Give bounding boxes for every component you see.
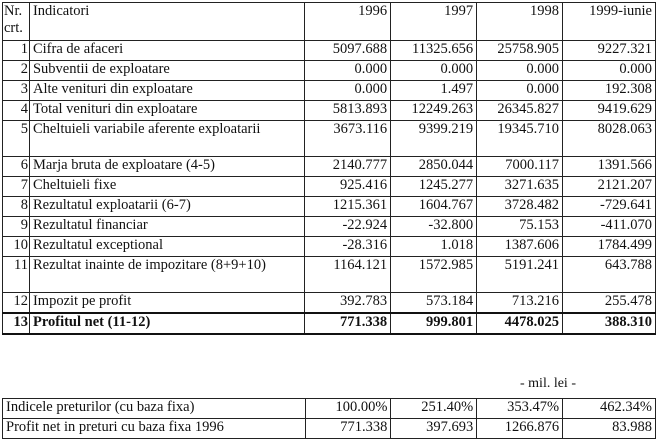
indicator-name: Rezultatul exploatarii (6-7): [29, 197, 304, 217]
value-cell: 392.783: [305, 293, 391, 314]
value-cell: 3673.116: [305, 121, 391, 157]
indicator-name: Rezultatul financiar: [29, 217, 304, 237]
row-number: 2: [3, 61, 30, 81]
value-cell: 3728.482: [477, 197, 563, 217]
value-cell: 100.00%: [305, 399, 391, 419]
value-cell: 1245.277: [391, 177, 477, 197]
value-cell: 388.310: [563, 313, 656, 334]
header-1997: 1997: [391, 3, 477, 41]
indicator-name: Subventii de exploatare: [29, 61, 304, 81]
value-cell: 0.000: [305, 61, 391, 81]
row-number: 9: [3, 217, 30, 237]
value-cell: 1215.361: [305, 197, 391, 217]
value-cell: 1.497: [391, 81, 477, 101]
value-cell: 26345.827: [477, 101, 563, 121]
value-cell: 1.018: [391, 237, 477, 257]
indicator-name: Profitul net (11-12): [29, 313, 304, 334]
row-number: 11: [3, 257, 30, 293]
value-cell: 255.478: [563, 293, 656, 314]
value-cell: 9399.219: [391, 121, 477, 157]
price-index-body: [3, 399, 656, 439]
table-row: [3, 399, 656, 419]
table-row: [3, 121, 656, 157]
financial-indicators-table: [2, 2, 656, 335]
table-row: [3, 177, 656, 197]
value-cell: 0.000: [477, 61, 563, 81]
value-cell: 11325.656: [391, 41, 477, 61]
value-cell: 83.988: [563, 419, 656, 439]
table-row: [3, 313, 656, 334]
header-row: [3, 3, 656, 41]
table-row: [3, 81, 656, 101]
indicator-name: Rezultatul exceptional: [29, 237, 304, 257]
table-row: [3, 419, 656, 439]
row-number: 10: [3, 237, 30, 257]
value-cell: 5191.241: [477, 257, 563, 293]
value-cell: 2121.207: [563, 177, 656, 197]
value-cell: 353.47%: [477, 399, 563, 419]
value-cell: 19345.710: [477, 121, 563, 157]
row-number: 3: [3, 81, 30, 101]
table-row: [3, 61, 656, 81]
value-cell: 643.788: [563, 257, 656, 293]
value-cell: 2850.044: [391, 157, 477, 177]
value-cell: 713.216: [477, 293, 563, 314]
row-number: 7: [3, 177, 30, 197]
value-cell: 0.000: [563, 61, 656, 81]
table-row: [3, 293, 656, 314]
value-cell: 1784.499: [563, 237, 656, 257]
value-cell: 573.184: [391, 293, 477, 314]
indicator-name: Cifra de afaceri: [29, 41, 304, 61]
value-cell: 5813.893: [305, 101, 391, 121]
table-row: [3, 257, 656, 293]
value-cell: 8028.063: [563, 121, 656, 157]
unit-note: - mil. lei -: [520, 376, 576, 391]
indicator-name: Indicele preturilor (cu baza fixa): [3, 399, 306, 419]
value-cell: 1572.985: [391, 257, 477, 293]
row-number: 1: [3, 41, 30, 61]
header-1999-iunie: 1999-iunie: [563, 3, 656, 41]
value-cell: 1391.566: [563, 157, 656, 177]
indicator-name: Rezultat inainte de impozitare (8+9+10): [29, 257, 304, 293]
value-cell: 999.801: [391, 313, 477, 334]
indicator-name: Cheltuieli fixe: [29, 177, 304, 197]
row-number: 13: [3, 313, 30, 334]
value-cell: 462.34%: [563, 399, 656, 419]
value-cell: 3271.635: [477, 177, 563, 197]
row-number: 8: [3, 197, 30, 217]
value-cell: 9419.629: [563, 101, 656, 121]
value-cell: 0.000: [391, 61, 477, 81]
table-row: [3, 217, 656, 237]
value-cell: 251.40%: [391, 399, 477, 419]
row-number: 5: [3, 121, 30, 157]
value-cell: 771.338: [305, 419, 391, 439]
table-row: [3, 237, 656, 257]
value-cell: -729.641: [563, 197, 656, 217]
value-cell: 9227.321: [563, 41, 656, 61]
header-indicatori: Indicatori: [29, 3, 304, 41]
value-cell: 771.338: [305, 313, 391, 334]
indicator-name: Profit net in preturi cu baza fixa 1996: [3, 419, 306, 439]
indicator-name: Cheltuieli variabile aferente exploatarii: [29, 121, 304, 157]
value-cell: -28.316: [305, 237, 391, 257]
table-row: [3, 197, 656, 217]
table-row: [3, 41, 656, 61]
value-cell: 4478.025: [477, 313, 563, 334]
value-cell: 0.000: [477, 81, 563, 101]
header-nr-crt: Nr. crt.: [3, 3, 30, 41]
value-cell: 75.153: [477, 217, 563, 237]
value-cell: 7000.117: [477, 157, 563, 177]
row-number: 6: [3, 157, 30, 177]
value-cell: -32.800: [391, 217, 477, 237]
value-cell: 192.308: [563, 81, 656, 101]
value-cell: 1604.767: [391, 197, 477, 217]
indicator-name: Alte venituri din exploatare: [29, 81, 304, 101]
row-number: 12: [3, 293, 30, 314]
header-1998: 1998: [477, 3, 563, 41]
indicator-name: Marja bruta de exploatare (4-5): [29, 157, 304, 177]
value-cell: 5097.688: [305, 41, 391, 61]
value-cell: 397.693: [391, 419, 477, 439]
value-cell: 1387.606: [477, 237, 563, 257]
header-1996: 1996: [305, 3, 391, 41]
value-cell: 2140.777: [305, 157, 391, 177]
value-cell: 1164.121: [305, 257, 391, 293]
value-cell: -411.070: [563, 217, 656, 237]
table-row: [3, 157, 656, 177]
value-cell: 25758.905: [477, 41, 563, 61]
value-cell: 0.000: [305, 81, 391, 101]
value-cell: 12249.263: [391, 101, 477, 121]
table-row: [3, 101, 656, 121]
value-cell: -22.924: [305, 217, 391, 237]
value-cell: 1266.876: [477, 419, 563, 439]
financial-indicators-body: [3, 3, 656, 335]
indicator-name: Impozit pe profit: [29, 293, 304, 314]
row-number: 4: [3, 101, 30, 121]
indicator-name: Total venituri din exploatare: [29, 101, 304, 121]
value-cell: 925.416: [305, 177, 391, 197]
price-index-table: [2, 398, 656, 439]
